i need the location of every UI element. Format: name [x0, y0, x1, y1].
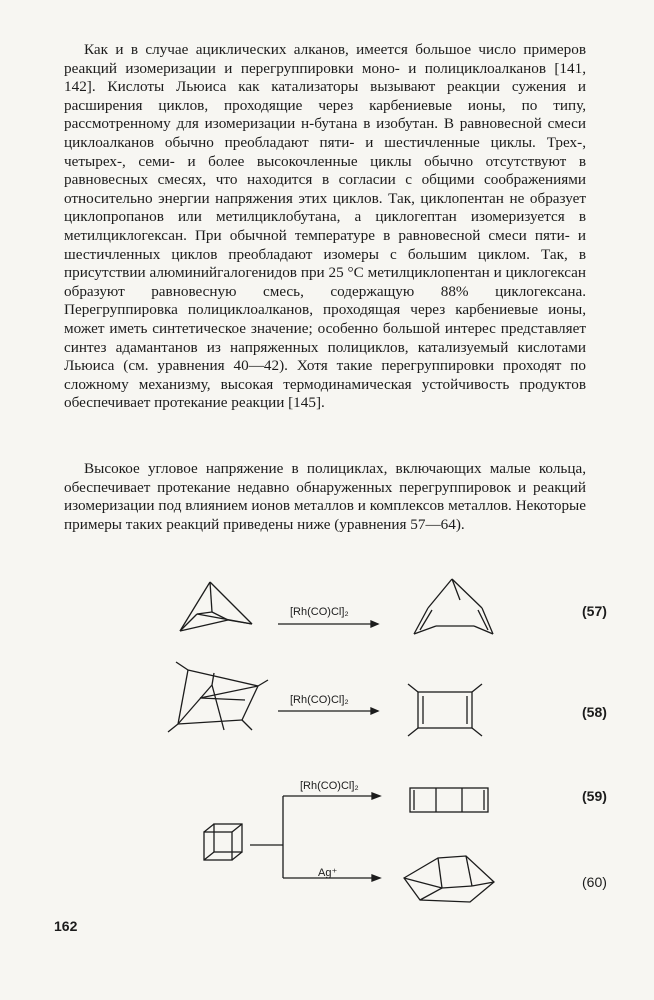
product-60-structure: [404, 856, 494, 902]
equation-59-number: (59): [582, 788, 607, 804]
product-59-structure: [410, 788, 488, 812]
reagent-57-label: [Rh(CO)Cl]₂: [290, 606, 349, 618]
equation-57-number: (57): [582, 603, 607, 619]
equation-58-number: (58): [582, 704, 607, 720]
paragraph-2: Высокое угловое напряжение в полициклах, включающих малые кольца, обеспечивает протекание недавно обнаруженных перегруппировок и реакций изомеризации под влиянием ионов металлов и комплексов металлов. Некоторые примеры таких реакций приведены ниже (уравнения 57—64).: [64, 460, 586, 533]
cubane-structure: [204, 824, 242, 860]
equation-60-number: (60): [582, 874, 607, 890]
reactant-57-structure: [180, 582, 252, 631]
product-58-structure: [408, 684, 482, 736]
reagent-59-label: [Rh(CO)Cl]₂: [300, 780, 359, 792]
product-57-structure: [414, 579, 493, 634]
page-number: 162: [54, 918, 78, 934]
reagent-60-label: Ag⁺: [318, 867, 338, 879]
reagent-58-label: [Rh(CO)Cl]₂: [290, 694, 349, 706]
paragraph-1: Как и в случае ациклических алканов, имеется большое число примеров реакций изомеризации и перегруппировки моно- и полициклоалканов [141, 142]. Кислоты Льюиса как катализаторы вызывают реакции сужения и расширения циклов, проходящие через карбениевые ионы, по типу, рассмотренному для изомеризации н-бутана в изобутан. В равновесной смеси циклоалканов обычно преобладают пяти- и шестичленные циклы. Трех-, четырех-, семи- и более высокочленные циклы обычно отсутствуют в равновесных смесях, что находится в согласии с общими соображениями относительно энергии напряжения этих циклов. Так, циклопентан не образует циклопропанов или метилциклобутана, а циклогептан изомеризуется в метилциклогексан. При обычной температуре в равновесной смеси пяти- и шестичленных циклов преобладают изомеры с большим циклом. Так, в присутствии алюминийгалогенидов при 25 °С метилциклопентан и циклогексан образуют равновесную смесь, содержащую 88% циклогексана. Перегруппировка полициклоалканов, проходящая через карбениевые ионы, может иметь синтетическое значение; особенно большой интерес представляет синтез адамантанов из напряженных полициклов, катализуемый кислотами Льюиса (см. уравнения 40—42). Хотя такие перегруппировки проходят по сложному механизму, высокая термодинамическая устойчивость продуктов обеспечивает протекание реакции [145].: [64, 41, 586, 412]
reactant-58-structure: [168, 662, 268, 732]
